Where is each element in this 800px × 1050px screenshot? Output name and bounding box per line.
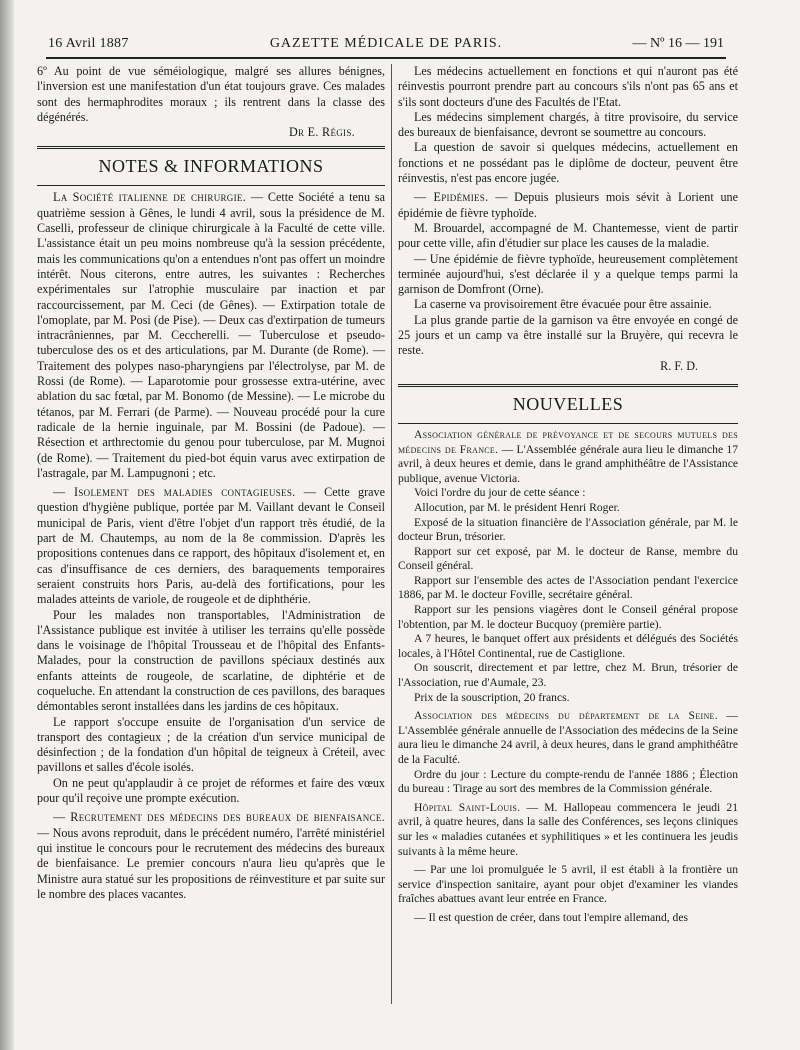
section-title-underline — [398, 423, 738, 424]
article-hopital-saint-louis: Hôpital Saint-Louis. — M. Hallopeau commencera le jeudi 21 avril, à quatre heures, dans la salle des Conférences, ses leçons cliniques sur les « maladies cutanées et syphilitiques » et les continuera les jeudis suivants à la même heure. — [398, 800, 738, 858]
paragraph: On souscrit, directement et par lettre, chez M. Brun, trésorier de l'Association, rue d'Aumale, 23. — [398, 661, 738, 690]
running-header — [48, 36, 724, 56]
intro-paragraph: 6º Au point de vue séméiologique, malgré ses allures bénignes, l'inversion est une manifestation d'un état toujours grave. Ces malades sont des hermaphrodites moraux ; ils rentrent dans la classe des dégénérés. — [37, 64, 385, 124]
paragraph: A 7 heures, le banquet offert aux présidents et délégués des Sociétés locales, à l'Hôtel Continental, rue de Castiglione. — [398, 632, 738, 660]
paragraph: Prix de la souscription, 20 francs. — [414, 690, 570, 704]
section-rule — [398, 384, 738, 387]
article-isolement: — Isolement des maladies contagieuses. — Cette grave question d'hygiène publique, portée par M. Vaillant devant le Conseil municipal de Paris, vient d'être l'objet d'un rapport très étudié, de la part de M. Chautemps, au nom de la 8e commission. D'après les propositions contenues dans ce rapport, des hôpitaux d'isolement et, en cas d'insuffisance de ces derniers, des baraquements temporaires seraient construits hors Paris, au-delà des fortifications, pour les malades atteints de variole, de rougeole et de diphthérie. — [37, 485, 385, 607]
paragraph: — Une épidémie de fièvre typhoïde, heureusement complètement terminée aujourd'hui, s'est déclarée il y a quelque temps parmi la garnison de Domfront (Orne). — [398, 251, 738, 297]
page-edge-shadow — [0, 0, 14, 1050]
paragraph: Rapport sur l'ensemble des actes de l'Association pendant l'exercice 1886, par M. le docteur Foville, secrétaire général. — [398, 573, 738, 602]
left-column — [37, 64, 385, 902]
paragraph: Pour les malades non transportables, l'Administration de l'Assistance publique est invitée à utiliser les terrains qu'elle possède dans le voisinage de l'hôpital Trousseau et de l'hôpital des Enfants-Malades, pour la construction de pavillons spéciaux destinés aux enfants atteints de rougeole, de scarlatine, de diphtérie et de coqueluche. En attendant la construction de ces pavillons, des baraques démontables seront installées dans les jardins de ces hôpitaux. — [37, 607, 385, 714]
column-separator — [391, 64, 392, 1004]
paragraph: Ordre du jour : Lecture du compte-rendu de l'année 1886 ; Élection du bureau : Tirage au sort des membres de la Commission générale. — [398, 767, 738, 796]
section-title-underline — [37, 185, 385, 186]
paragraph: On ne peut qu'applaudir à ce projet de réformes et faire des vœux pour qu'il reçoive une prompte exécution. — [37, 775, 385, 806]
header-date: 16 Avril 1887 — [48, 36, 129, 51]
article-association-generale: Association générale de prévoyance et de secours mutuels des médecins de France. — L'Assemblée générale aura lieu le dimanche 17 avril, à deux heures et demie, dans le grand amphithéâtre de l'Assistance publique, avenue Victoria. — [398, 427, 738, 485]
paragraph: Exposé de la situation financière de l'Association générale, par M. le docteur Brun, trésorier. — [398, 515, 738, 544]
header-page-number: — Nº 16 — 191 — [632, 36, 724, 51]
article-epidemies: — Epidémies. — Depuis plusieurs mois sévit à Lorient une épidémie de fièvre typhoïde. — [398, 190, 738, 220]
paragraph: La caserne va provisoirement être évacuée pour être assainie. — [414, 297, 712, 312]
paragraph: Les médecins actuellement en fonctions et qui n'auront pas été réinvestis pourront prendre part au concours s'ils n'ont pas 65 ans et s'ils sont docteurs d'une des Facultés de l'Etat. — [398, 64, 738, 109]
paragraph: — Il est question de créer, dans tout l'empire allemand, des — [414, 910, 688, 924]
paragraph: — Par une loi promulguée le 5 avril, il est établi à la frontière un service d'inspection sanitaire, ayant pour objet d'examiner les viandes fraîches abattues avant leur entrée en France. — [398, 863, 738, 906]
paragraph: Rapport sur les pensions viagères dont le Conseil général propose l'obtention, par M. le docteur Bucquoy (première partie). — [398, 603, 738, 631]
paragraph: La plus grande partie de la garnison va être envoyée en congé de 25 jours et un camp va être installé sur la Bruyère, qui recevra le reste. — [398, 312, 738, 358]
section-rule — [37, 146, 385, 149]
intro-signature: Dr E. Régis. — [288, 125, 355, 140]
article-societe-italienne: La Société italienne de chirurgie. — Cette Société a tenu sa quatrième session à Gênes, le lundi 4 avril, sous la présidence de M. Caselli, professeur de clinique chirurgicale à la Faculté de cette ville. L'assistance était un peu moins nombreuse qu'à la session précédente, mais les communications qu'on a entendues n'ont pas offert un moindre intérêt. Nous citerons, entre autres, les suivantes : Recherches expérimentales sur l'atrophie musculaire par inaction et par raccourcissement, par M. Ceci (de Gênes). — Extirpation totale de l'omoplate, par M. Posi (de Pise). — Deux cas d'extirpation de tumeurs intracrâniennes, par M. Ceccherelli. — Tuberculose et pseudo-tuberculose des os et des articulations, par M. Durante (de Rome). — Traitement des polypes naso-pharyngiens par l'électrolyse, par M. de Rossi (de Rome). — Laparotomie pour grossesse extra-utérine, avec ablation du sac fœtal, par M. Bonomo (de Messine). — Le microbe du tétanos, par M. Ferrari (de Parme). — Nouveau procédé pour la cure radicale de la hernie inguinale, par M. Bossini (de Padoue). — Résection et arthrectomie du genou pour tuberculose, par M. Mugnoi (de Rome). — Traitement du pied-bot équin varus avec extirpation de l'astragale, par M. Lampugnoni ; etc. — [37, 190, 385, 480]
right-column — [398, 64, 738, 926]
paragraph: La question de savoir si quelques médecins, actuellement en fonctions et ne possédant pas le diplôme de docteur, peuvent être réinvestis, n'est pas encore jugée. — [398, 140, 738, 186]
article-recrutement: — Recrutement des médecins des bureaux de bienfaisance. — Nous avons reproduit, dans le précédent numéro, l'arrêté ministériel qui institue le concours pour le recrutement des médecins des bureaux de bienfaisance. Le premier concours n'aura lieu qu'après que le Ministre aura statué sur les propositions de réinvestiture et par suite sur le nombre des places vacantes. — [37, 810, 385, 901]
section-title-notes: NOTES & INFORMATIONS — [98, 156, 324, 177]
paragraph: M. Brouardel, accompagné de M. Chantemesse, vient de partir pour cette ville, afin d'étudier sur place les causes de la maladie. — [398, 220, 738, 251]
nouvelles-body — [398, 428, 738, 926]
paragraph: Les médecins simplement chargés, à titre provisoire, du service des bureaux de bienfaisance, devront se soumettre au concours. — [398, 109, 738, 140]
paragraph: Voici l'ordre du jour de cette séance : — [414, 486, 586, 500]
header-title: GAZETTE MÉDICALE DE PARIS. — [269, 36, 503, 51]
paragraph: Allocution, par M. le président Henri Roger. — [414, 500, 620, 514]
article-association-seine: Association des médecins du département de la Seine. — L'Assemblée générale annuelle de l'Association des médecins de la Seine aura lieu le dimanche 24 avril, à deux heures, dans le grand amphithéâtre de la Faculté. — [398, 709, 738, 766]
article-signature: R. F. D. — [660, 358, 698, 373]
paragraph: Le rapport s'occupe ensuite de l'organisation d'un service de transport des contagieux ; de la création d'un service municipal de désinfection ; de la fondation d'un hôpital de teigneux à Créteil, avec pavillons et salles d'école isolés. — [37, 714, 385, 775]
paragraph: Rapport sur cet exposé, par M. le docteur de Ranse, membre du Conseil général. — [398, 544, 738, 573]
section-title-nouvelles: NOUVELLES — [512, 393, 624, 414]
header-rule — [46, 57, 726, 59]
